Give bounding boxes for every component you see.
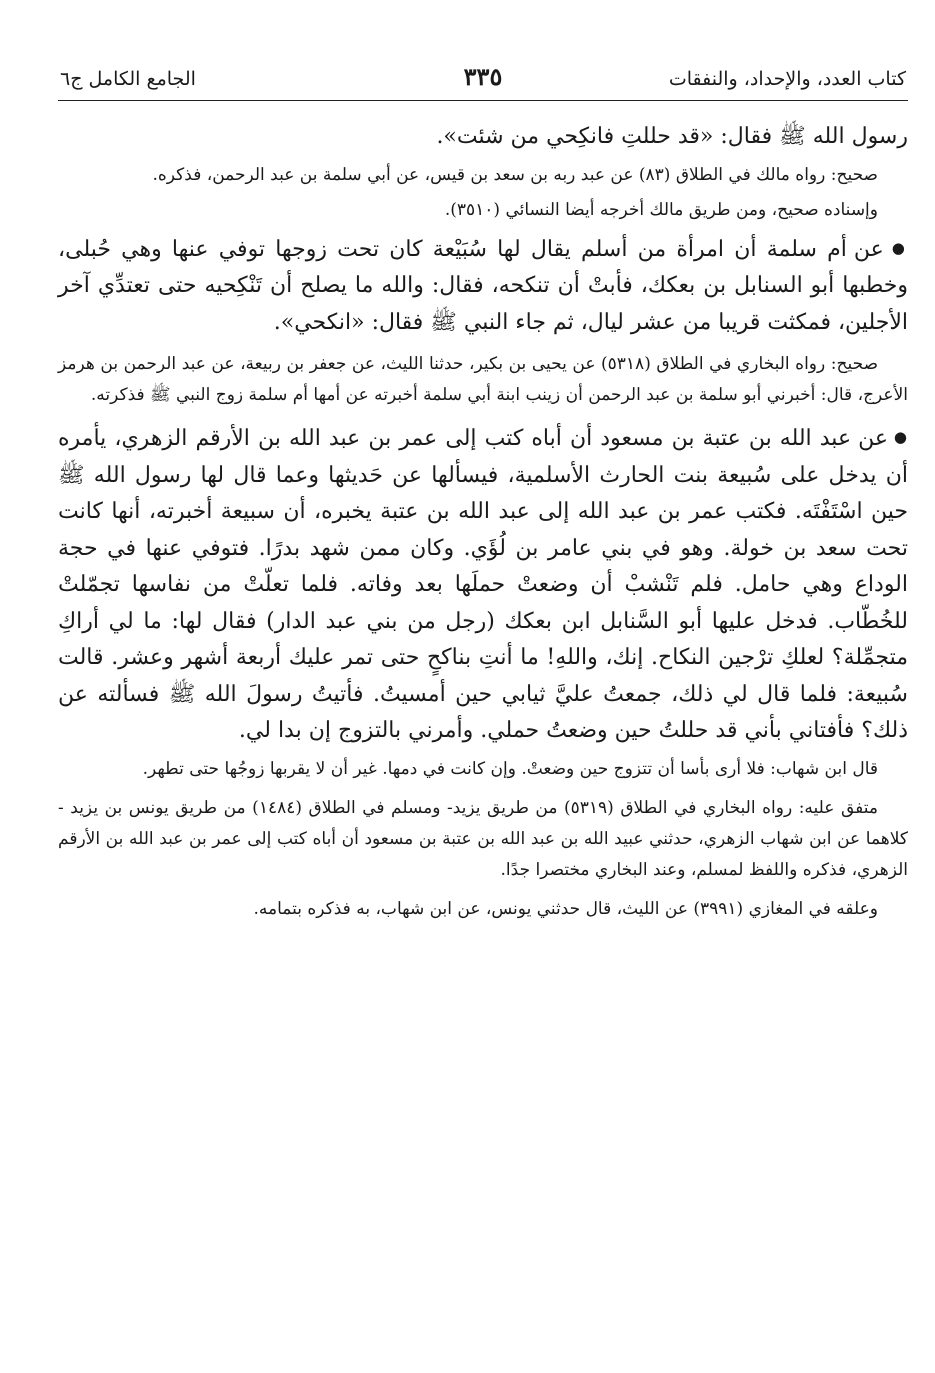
takhrij-note: وعلقه في المغازي (٣٩٩١) عن الليث، قال حدثني يونس، عن ابن شهاب، به فذكره بتمامه. [253,898,878,919]
book-page [58,56,908,1356]
running-header [58,56,908,101]
hadith-text-continued: رسول الله ﷺ فقال: «قد حللتِ فانكِحي من شئت». [436,124,908,149]
hadith-paragraph: ● عن أم سلمة أن امرأة من أسلم يقال لها سُبَيْعة كان تحت زوجها توفي عنها وهي حُبلى، وخطبها أبو السنابل بن بعكك، فأبتْ أن تنكحه، فقال: والله ما يصلح أن تَنْكِحيه حتى تعتدِّي آخر الأجلين، فمكثت قريبا من عشر ليال، ثم جاء النبي ﷺ فقال: «انكحي». [58,230,908,342]
takhrij-note: متفق عليه: رواه البخاري في الطلاق (٥٣١٩) من طريق يزيد- ومسلم في الطلاق (١٤٨٤) من طريق يونس بن يزيد - كلاهما عن ابن شهاب الزهري، حدثني عبيد الله بن عبد الله بن عتبة بن مسعود أن أباه كتب إلى عمر بن عبد الله بن الأرقم الزهري، فذكره واللفظ لمسلم، وعند البخاري مختصرا جدًا. [58,797,908,880]
takhrij-note: صحيح: رواه البخاري في الطلاق (٥٣١٨) عن يحيى بن بكير، حدثنا الليث، عن جعفر بن ربيعة، عن عبد الرحمن بن هرمز الأعرج، قال: أخبرني أبو سلمة بن عبد الرحمن أن زينب ابنة أبي سلمة أخبرته عن أمها أم سلمة زوج النبي ﷺ فذكرته. [58,354,908,405]
page-body [58,119,908,925]
isnad-note: وإسناده صحيح، ومن طريق مالك أخرجه أيضا النسائي (٣٥١٠). [444,199,878,220]
hadith-paragraph: ● عن عبد الله بن عتبة بن مسعود أن أباه كتب إلى عمر بن عبد الله بن الأرقم الزهري، يأمره أن يدخل على سُبيعة بنت الحارث الأسلمية، فيسألها عن حَديثها وعما قال لها رسول الله ﷺ حين اسْتَفْتَه. فكتب عمر بن عبد الله إلى عبد الله بن عتبة يخبره، أن سبيعة أخبرته، أنها كانت تحت سعد بن خولة. وهو في بني عامر بن لُؤَي. وكان ممن شهد بدرًا. فتوفي عنها في حجة الوداع وهي حامل. فلم تَنْشبْ أن وضعتْ حملَها بعد وفاته. فلما تعلّتْ من نفاسها تجمّلتْ للخُطّاب. فدخل عليها أبو السَّنابل ابن بعكك (رجل من بني عبد الدار) فقال لها: ما لي أراكِ متجمِّلة؟ لعلكِ ترْجين النكاح. إنك، واللهِ! ما أنتِ بناكحٍ حتى تمر عليك أربعة أشهر وعشر. قالت سُبيعة: فلما قال لي ذلك، جمعتُ عليَّ ثيابي حين أمسيتُ. فأتيتُ رسولَ الله ﷺ فسألته عن ذلك؟ فأفتاني بأني قد حللتُ حين وضعتُ حملي. وأمرني بالتزوج إن بدا لي. [58,419,908,750]
chapter-title: كتاب العدد، والإحداد، والنفقات [668,68,906,90]
commentary-note: قال ابن شهاب: فلا أرى بأسا أن تتزوج حين وضعتْ. وإن كانت في دمها. غير أن لا يقربها زوجُها حتى تطهر. [142,758,878,779]
book-title: الجامع الكامل ج٦ [60,68,196,90]
page-number: ٣٣٥ [463,62,503,91]
takhrij-note: صحيح: رواه مالك في الطلاق (٨٣) عن عبد ربه بن سعد بن قيس، عن أبي سلمة بن عبد الرحمن، فذكره. [152,164,878,185]
